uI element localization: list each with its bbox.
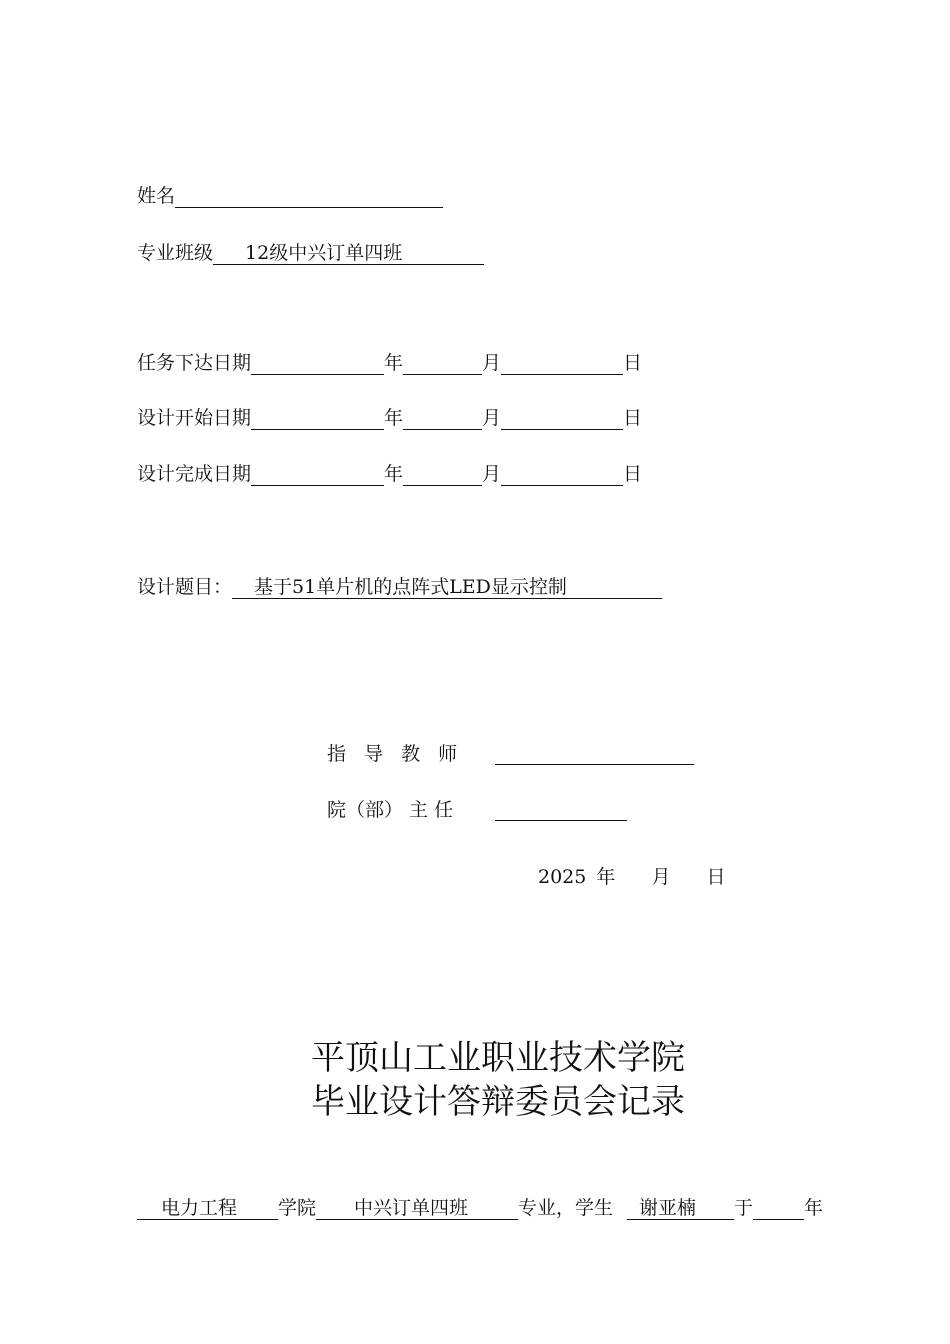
date-row-assign <box>137 351 642 375</box>
year-blank <box>251 407 384 430</box>
day-blank <box>501 407 623 430</box>
day-blank <box>501 352 623 375</box>
month-char: 月 <box>482 407 502 429</box>
sign-month-char: 月 <box>651 866 671 888</box>
advisor-label: 指 导 教 师 <box>327 743 458 765</box>
date-row-finish <box>137 462 642 486</box>
month-char: 月 <box>482 352 502 374</box>
record-title: 毕业设计答辩委员会记录 <box>311 1082 685 1122</box>
day-char: 日 <box>623 407 643 429</box>
class-value: 12级中兴订单四班 <box>213 242 484 265</box>
date-label: 设计开始日期 <box>137 407 252 429</box>
year-char: 年 <box>384 407 404 429</box>
date-label: 任务下达日期 <box>137 352 252 374</box>
month-blank <box>403 463 482 486</box>
year-blank-bottom <box>753 1197 804 1220</box>
name-row <box>137 184 443 208</box>
class-label: 专业班级 <box>137 242 214 264</box>
class-row <box>137 241 484 265</box>
month-char: 月 <box>482 463 502 485</box>
day-blank <box>501 463 623 486</box>
college-value: 电力工程 <box>137 1197 278 1220</box>
dean-row <box>327 798 453 822</box>
year-blank <box>251 463 384 486</box>
student-value: 谢亚楠 <box>627 1197 734 1220</box>
at-label: 于 <box>734 1197 754 1219</box>
year-label-bottom: 年 <box>804 1197 824 1219</box>
dean-label: 院（部） 主 任 <box>327 799 454 821</box>
topic-value: 基于51单片机的点阵式LED显示控制 <box>232 576 662 599</box>
year-blank <box>251 352 384 375</box>
day-char: 日 <box>623 463 643 485</box>
sign-date <box>538 865 726 889</box>
name-label: 姓名 <box>137 185 176 207</box>
date-label: 设计完成日期 <box>137 463 252 485</box>
sign-year-char: 年 <box>596 866 616 888</box>
name-blank <box>175 185 443 208</box>
record-line <box>137 1196 823 1220</box>
school-title: 平顶山工业职业技术学院 <box>311 1038 685 1078</box>
sign-day-char: 日 <box>706 866 726 888</box>
month-blank <box>403 352 482 375</box>
day-char: 日 <box>623 352 643 374</box>
date-row-start <box>137 406 642 430</box>
topic-label: 设计题目： <box>137 576 233 598</box>
month-blank <box>403 407 482 430</box>
year-char: 年 <box>384 352 404 374</box>
sign-year: 2025 <box>538 866 587 888</box>
topic-row <box>137 575 662 599</box>
college-label: 学院 <box>278 1197 317 1219</box>
dean-blank <box>495 798 627 821</box>
advisor-row <box>327 742 457 766</box>
major-label: 专业，学生 <box>518 1197 614 1219</box>
year-char: 年 <box>384 463 404 485</box>
major-value: 中兴订单四班 <box>316 1197 518 1220</box>
advisor-blank <box>495 742 694 765</box>
